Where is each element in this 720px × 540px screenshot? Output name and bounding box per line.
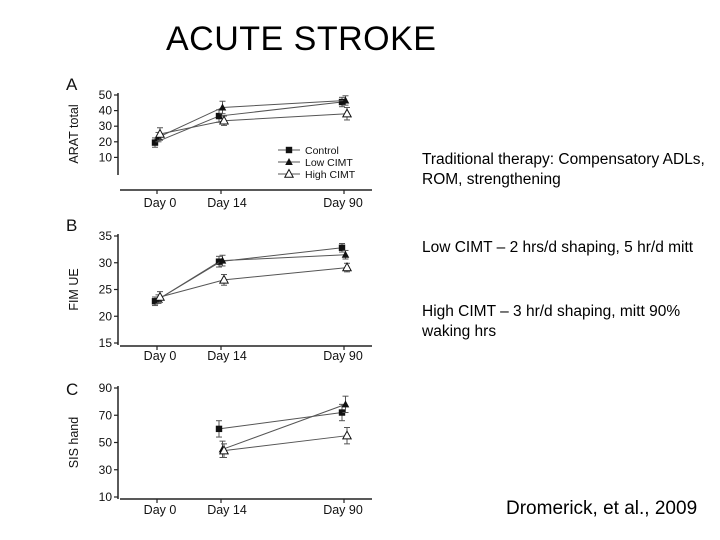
y-tick-label: 30 bbox=[98, 462, 112, 477]
y-axis-title: SIS hand bbox=[67, 416, 81, 469]
y-tick-label: 30 bbox=[98, 119, 112, 134]
x-tick-label: Day 0 bbox=[143, 196, 177, 210]
x-tick-label: Day 14 bbox=[207, 349, 247, 363]
legend-label: Low CIMT bbox=[305, 157, 353, 169]
panel-label-a: A bbox=[66, 75, 78, 94]
y-tick-label: 25 bbox=[98, 282, 112, 297]
y-tick-label: 30 bbox=[98, 255, 112, 270]
y-tick-label: 15 bbox=[98, 336, 112, 350]
note-traditional-therapy: Traditional therapy: Compensatory ADLs, ROM, strengthening bbox=[422, 151, 705, 188]
y-axis-title: ARAT total bbox=[67, 104, 81, 164]
y-tick-label: 35 bbox=[98, 229, 112, 243]
note-high-cimt: High CIMT – 3 hr/d shaping, mitt 90% waking hrs bbox=[422, 303, 681, 340]
panel-label-c: C bbox=[66, 380, 79, 399]
series-line bbox=[219, 413, 342, 429]
y-tick-label: 10 bbox=[98, 490, 112, 504]
x-tick-label: Day 0 bbox=[143, 503, 177, 517]
note-low-cimt: Low CIMT – 2 hrs/d shaping, 5 hr/d mitt bbox=[422, 239, 694, 256]
series-line bbox=[155, 102, 342, 143]
x-tick-label: Day 90 bbox=[323, 503, 363, 517]
slide-title: ACUTE STROKE bbox=[166, 20, 437, 58]
y-tick-label: 50 bbox=[98, 88, 112, 102]
x-tick-label: Day 90 bbox=[323, 349, 363, 363]
y-tick-label: 20 bbox=[98, 134, 112, 149]
y-tick-label: 90 bbox=[98, 381, 112, 395]
legend-marker bbox=[285, 170, 293, 178]
series-line bbox=[224, 436, 347, 451]
data-point bbox=[343, 109, 351, 117]
y-axis-title: FIM UE bbox=[67, 268, 81, 311]
legend-label: High CIMT bbox=[305, 169, 356, 181]
citation: Dromerick, et al., 2009 bbox=[506, 498, 698, 519]
x-tick-label: Day 14 bbox=[207, 196, 247, 210]
y-tick-label: 10 bbox=[98, 150, 112, 165]
y-tick-label: 40 bbox=[98, 103, 112, 118]
y-tick-label: 70 bbox=[98, 408, 112, 423]
panel-label-b: B bbox=[66, 216, 78, 235]
y-tick-label: 20 bbox=[98, 309, 112, 324]
x-tick-label: Day 14 bbox=[207, 503, 247, 517]
x-tick-label: Day 90 bbox=[323, 196, 363, 210]
data-point bbox=[216, 426, 222, 432]
data-point bbox=[343, 431, 351, 439]
legend-label: Control bbox=[305, 145, 339, 157]
series-line bbox=[223, 404, 346, 449]
data-point bbox=[343, 263, 351, 271]
x-tick-label: Day 0 bbox=[143, 349, 177, 363]
y-tick-label: 50 bbox=[98, 435, 112, 450]
legend-marker bbox=[286, 147, 292, 153]
series-line bbox=[160, 268, 347, 297]
